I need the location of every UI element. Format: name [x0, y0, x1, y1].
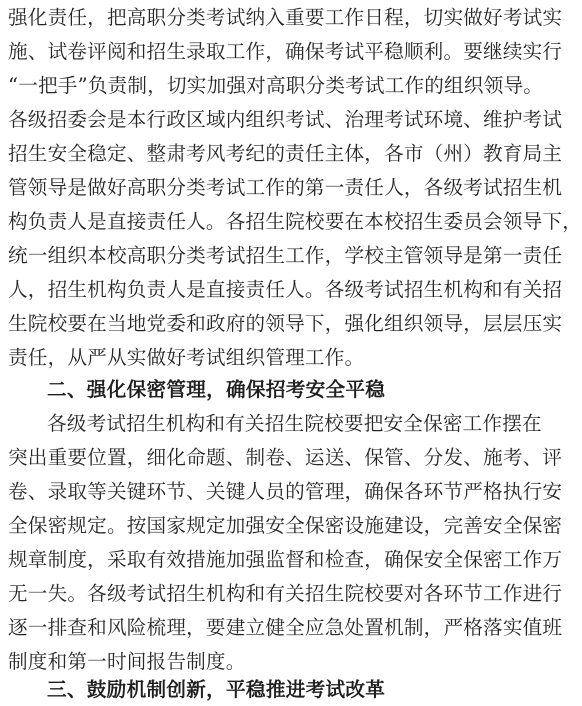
body-text-line: 全保密规定。按国家规定加强安全保密设施建设，完善安全保密 — [8, 514, 563, 537]
body-text-line: 各级招委会是本行政区域内组织考试、治理考试环境、维护考试 — [8, 108, 563, 131]
body-text-line: 施、试卷评阅和招生录取工作，确保考试平稳顺利。要继续实行 — [8, 40, 563, 63]
body-text-line: “一把手”负责制，切实加强对高职分类考试工作的组织领导。 — [8, 74, 544, 97]
body-text-line: 生院校要在当地党委和政府的领导下，强化组织领导，层层压实 — [8, 312, 563, 335]
body-text-line: 无一失。各级考试招生机构和有关招生院校要对各环节工作进行 — [8, 582, 563, 605]
body-text-line: 管领导是做好高职分类考试工作的第一责任人，各级考试招生机 — [8, 176, 563, 199]
body-text-line: 责任，从严从实做好考试组织管理工作。 — [8, 346, 365, 369]
section-heading-2: 二、强化保密管理，确保招考安全平稳 — [47, 378, 386, 401]
section-heading-3: 三、鼓励机制创新，平稳推进考试改革 — [47, 678, 386, 701]
body-text-line: 突出重要位置，细化命题、制卷、运送、保管、分发、施考、评 — [8, 446, 563, 469]
body-text-line: 逐一排查和风险梳理，要建立健全应急处置机制，严格落实值班 — [8, 616, 563, 639]
body-text-line: 人，招生机构负责人是直接责任人。各级考试招生机构和有关招 — [8, 278, 563, 301]
body-text-line: 统一组织本校高职分类考试招生工作，学校主管领导是第一责任 — [8, 244, 563, 267]
body-text-line: 规章制度，采取有效措施加强监督和检查，确保安全保密工作万 — [8, 548, 563, 571]
body-text-line: 制度和第一时间报告制度。 — [8, 650, 246, 673]
body-text-line: 招生安全稳定、整肃考风考纪的责任主体，各市（州）教育局主 — [8, 142, 563, 165]
body-text-line: 强化责任，把高职分类考试纳入重要工作日程，切实做好考试实 — [8, 6, 563, 29]
body-text-line: 构负责人是直接责任人。各招生院校要在本校招生委员会领导下， — [8, 210, 582, 233]
body-text-line: 卷、录取等关键环节、关键人员的管理，确保各环节严格执行安 — [8, 480, 563, 503]
body-text-line: 各级考试招生机构和有关招生院校要把安全保密工作摆在 — [47, 412, 542, 435]
